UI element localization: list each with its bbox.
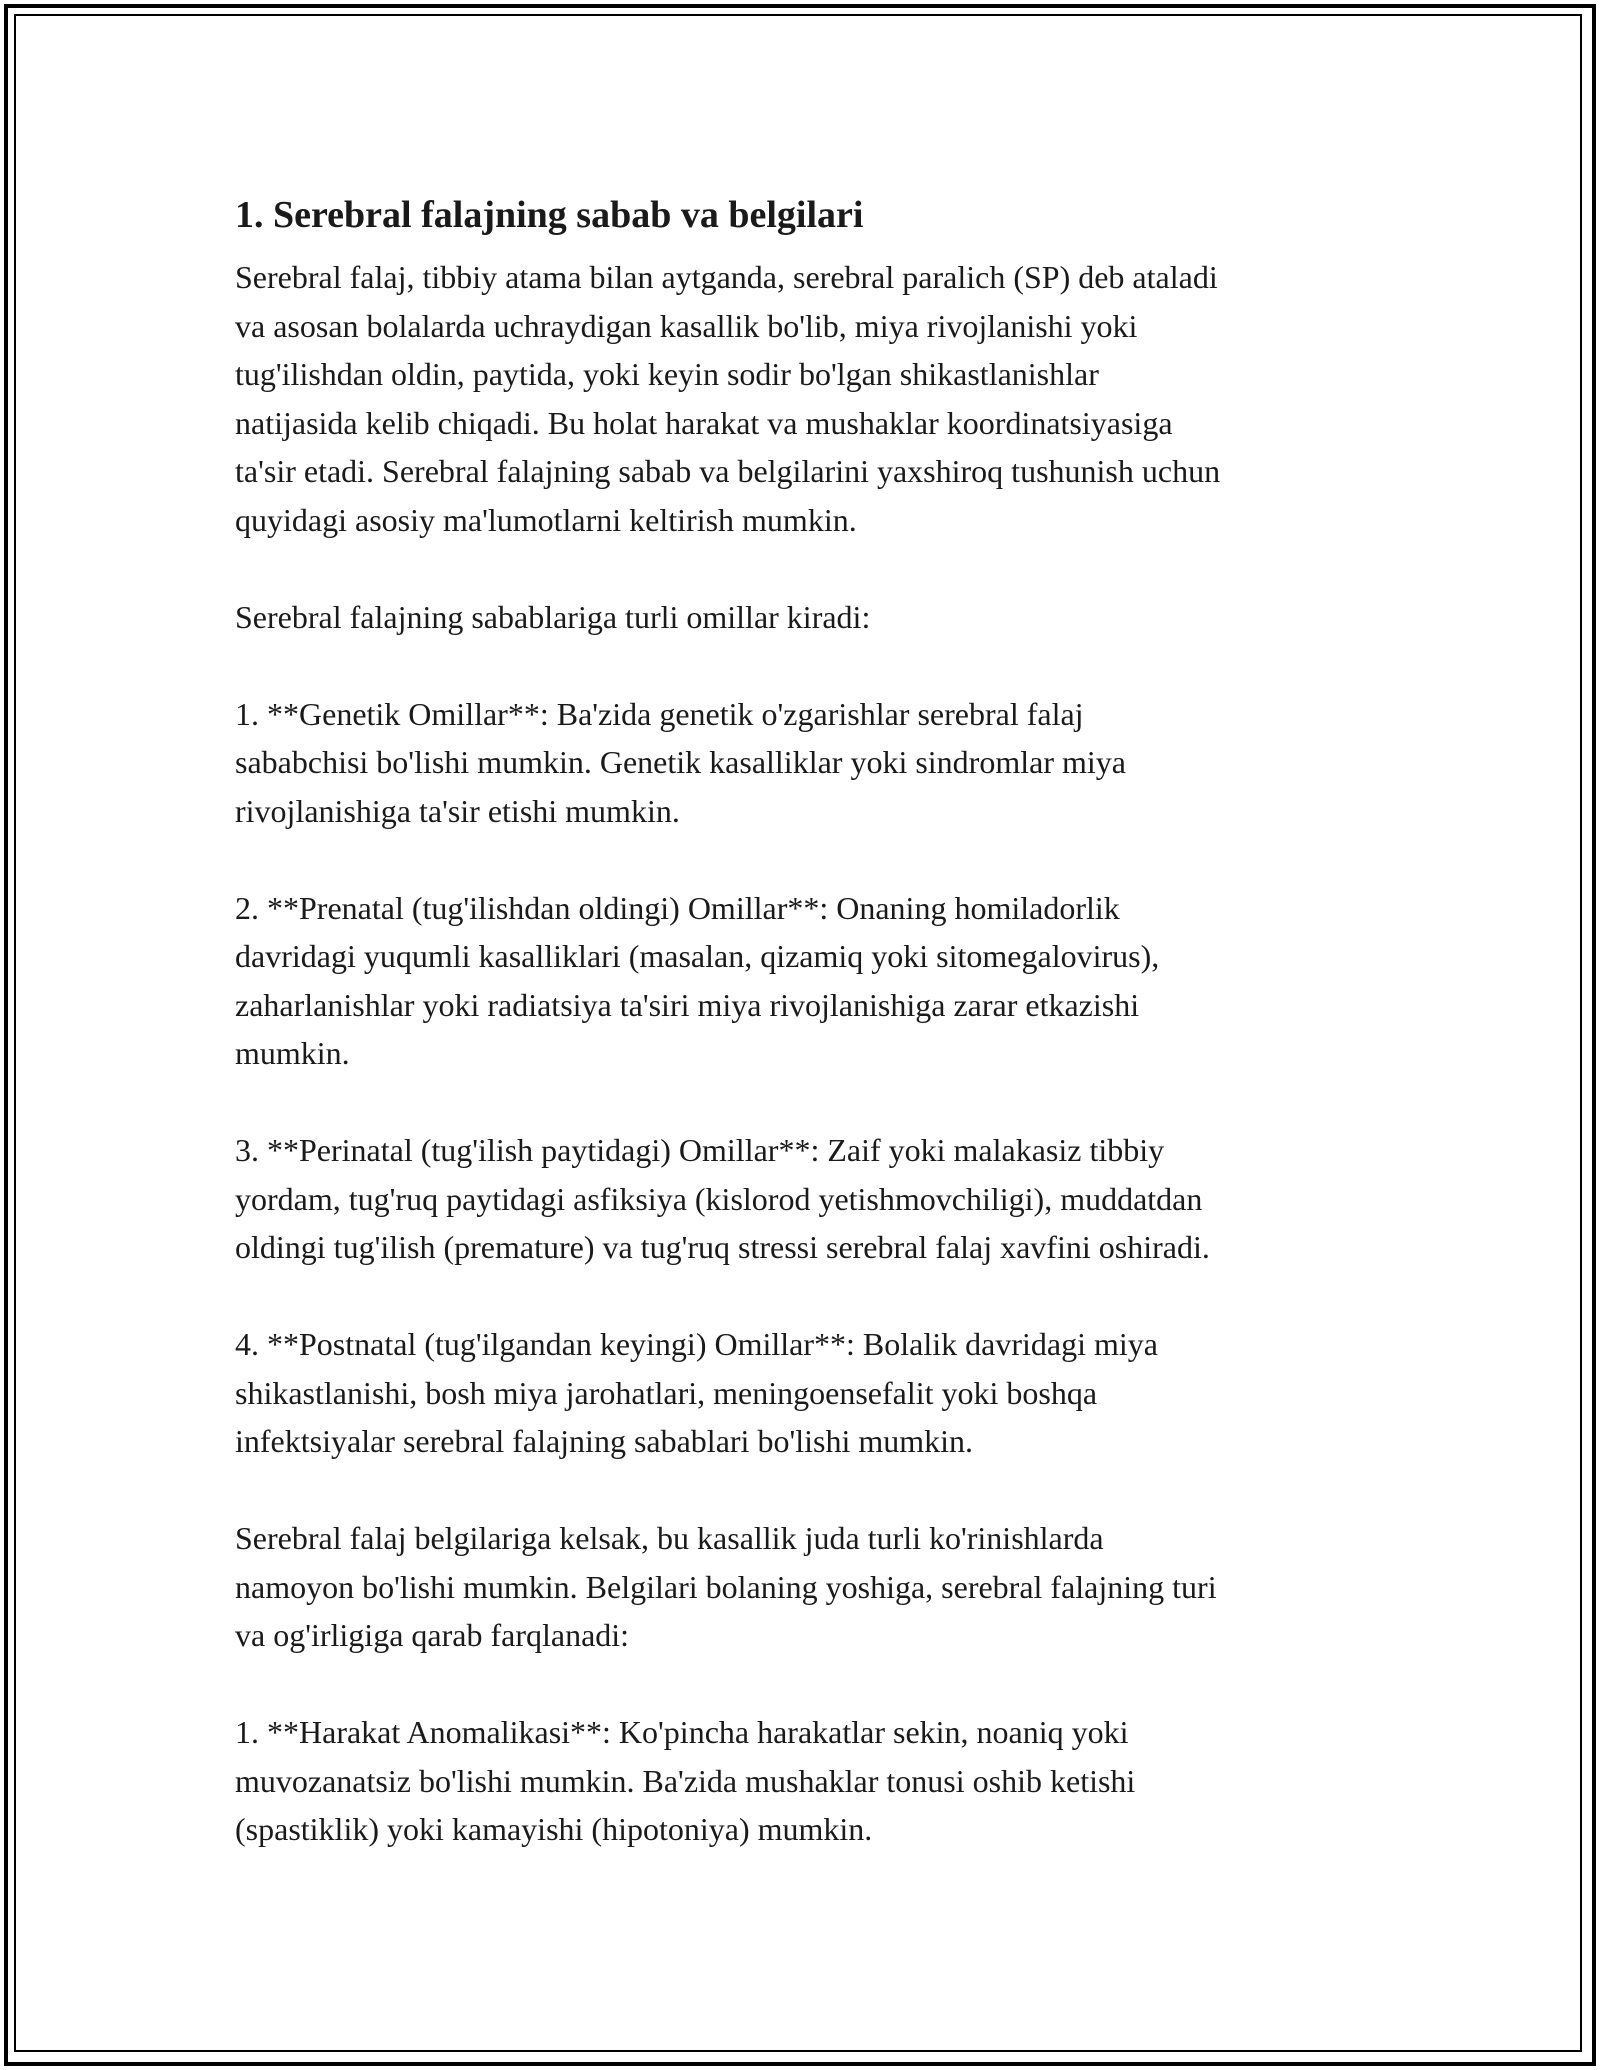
text-line: tug'ilishdan oldin, paytida, yoki keyin sodir bo'lgan shikastlanishlar bbox=[235, 356, 1099, 392]
text-line: davridagi yuqumli kasalliklari (masalan, qizamiq yoki sitomegalovirus), bbox=[235, 938, 1160, 974]
paragraph-postnatal-factors bbox=[235, 1320, 1375, 1466]
text-line: muvozanatsiz bo'lishi mumkin. Ba'zida mushaklar tonusi oshib ketishi bbox=[235, 1762, 1136, 1799]
text-line: Serebral falajning sabablariga turli omillar kiradi: bbox=[235, 598, 871, 635]
text-line: shikastlanishi, bosh miya jarohatlari, meningoensefalit yoki boshqa bbox=[235, 1374, 1098, 1411]
paragraph-causes-intro bbox=[235, 593, 1375, 642]
paragraph-perinatal-factors bbox=[235, 1126, 1375, 1272]
text-line: (spastiklik) yoki kamayishi (hipotoniya) mumkin. bbox=[235, 1811, 873, 1847]
text-line: rivojlanishiga ta'sir etishi mumkin. bbox=[235, 792, 680, 829]
text-line: sababchisi bo'lishi mumkin. Genetik kasalliklar yoki sindromlar miya bbox=[235, 744, 1126, 780]
text-line: zaharlanishlar yoki radiatsiya ta'siri miya rivojlanishiga zarar etkazishi bbox=[235, 986, 1140, 1023]
text-line: ta'sir etadi. Serebral falajning sabab va belgilarini yaxshiroq tushunish uchun bbox=[235, 453, 1221, 489]
text-line: va asosan bolalarda uchraydigan kasallik bo'lib, miya rivojlanishi yoki bbox=[235, 307, 1138, 344]
text-line: quyidagi asosiy ma'lumotlarni keltirish mumkin. bbox=[235, 501, 857, 538]
text-line: Serebral falaj, tibbiy atama bilan aytganda, serebral paralich (SP) deb ataladi bbox=[235, 259, 1218, 295]
text-line: Serebral falaj belgilariga kelsak, bu kasallik juda turli ko'rinishlarda bbox=[235, 1520, 1104, 1556]
document-body bbox=[235, 185, 1375, 1902]
text-line: 2. **Prenatal (tug'ilishdan oldingi) Omillar**: Onaning homiladorlik bbox=[235, 889, 1120, 926]
text-line: namoyon bo'lishi mumkin. Belgilari bolaning yoshiga, serebral falajning turi bbox=[235, 1568, 1217, 1605]
paragraph-symptoms-intro bbox=[235, 1514, 1375, 1660]
text-line: yordam, tug'ruq paytidagi asfiksiya (kislorod yetishmovchiligi), muddatdan bbox=[235, 1180, 1203, 1217]
text-line: 1. **Harakat Anomalikasi**: Ko'pincha harakatlar sekin, noaniq yoki bbox=[235, 1714, 1129, 1750]
text-line: mumkin. bbox=[235, 1035, 350, 1071]
paragraph-genetic-factors bbox=[235, 690, 1375, 836]
text-line: 1. **Genetik Omillar**: Ba'zida genetik o'zgarishlar serebral falaj bbox=[235, 695, 1084, 732]
section-heading: 1. Serebral falajning sabab va belgilari bbox=[235, 194, 864, 236]
text-line: natijasida kelib chiqadi. Bu holat harakat va mushaklar koordinatsiyasiga bbox=[235, 404, 1173, 441]
paragraph-movement-anomaly bbox=[235, 1708, 1375, 1854]
text-line: va og'irligiga qarab farqlanadi: bbox=[235, 1617, 630, 1653]
text-line: 3. **Perinatal (tug'ilish paytidagi) Omillar**: Zaif yoki malakasiz tibbiy bbox=[235, 1132, 1165, 1168]
text-line: oldingi tug'ilish (premature) va tug'ruq stressi serebral falaj xavfini oshiradi. bbox=[235, 1229, 1210, 1265]
paragraph-intro bbox=[235, 253, 1375, 544]
text-line: 4. **Postnatal (tug'ilgandan keyingi) Omillar**: Bolalik davridagi miya bbox=[235, 1326, 1158, 1362]
text-line: infektsiyalar serebral falajning sabablari bo'lishi mumkin. bbox=[235, 1423, 973, 1459]
paragraph-prenatal-factors bbox=[235, 884, 1375, 1078]
